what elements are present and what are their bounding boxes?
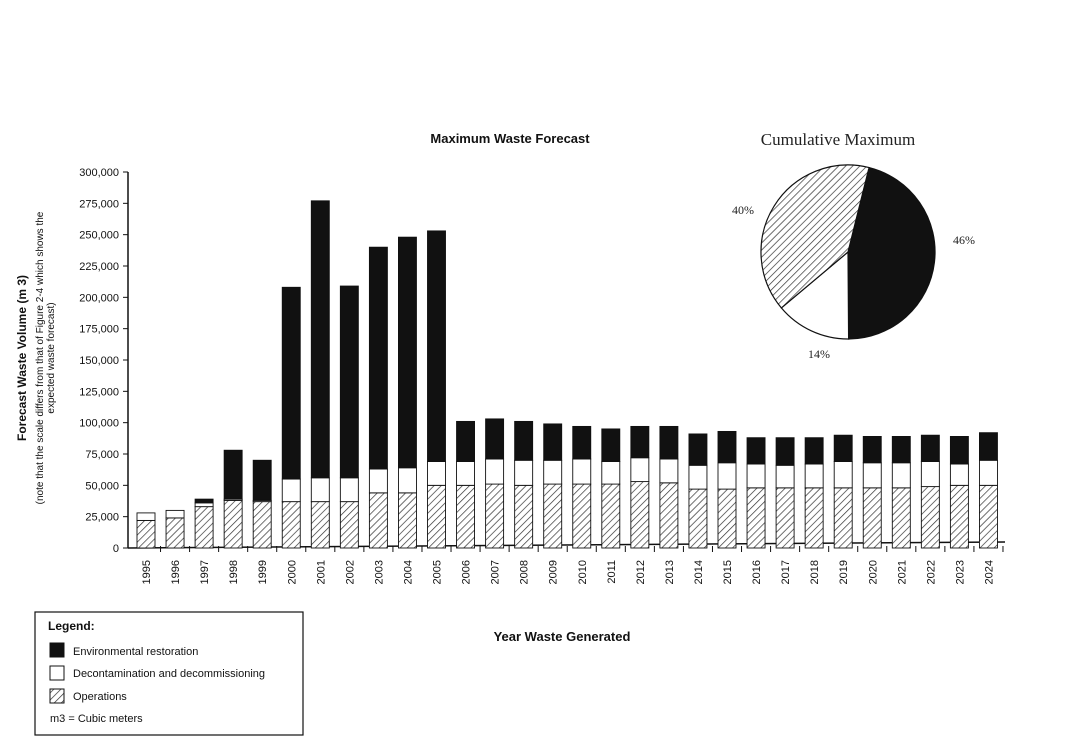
bar-segment-white-2012 <box>631 458 649 482</box>
bar-segment-black-2004 <box>398 237 416 468</box>
x-tick-label-2012: 2012 <box>634 560 647 585</box>
y-tick-label: 75,000 <box>85 449 119 461</box>
y-tick-label: 225,000 <box>79 261 119 273</box>
bar-segment-black-2014 <box>689 434 707 465</box>
bar-segment-black-2002 <box>340 286 358 478</box>
bar-segment-hatch-2012 <box>631 482 649 548</box>
bar-segment-black-2022 <box>921 435 939 461</box>
bar-chart-title: Maximum Waste Forecast <box>430 131 590 146</box>
bar-segment-hatch-2019 <box>834 488 852 548</box>
legend-label-environmental: Environmental restoration <box>73 646 199 658</box>
bar-segment-hatch-2023 <box>950 485 968 548</box>
bar-segment-black-2001 <box>311 201 329 478</box>
x-tick-label-2001: 2001 <box>315 560 328 585</box>
x-tick-label-2014: 2014 <box>692 560 705 585</box>
bar-segment-white-1995 <box>137 513 155 521</box>
bar-segment-white-2013 <box>660 459 678 483</box>
pie-chart <box>761 165 935 339</box>
bar-segment-black-2013 <box>660 426 678 459</box>
x-tick-label-2015: 2015 <box>722 560 734 585</box>
x-tick-label-1997: 1997 <box>199 560 212 585</box>
bar-segment-black-2019 <box>834 435 852 461</box>
bar-segment-white-2023 <box>950 464 968 485</box>
bar-segment-hatch-2018 <box>805 488 823 548</box>
bar-segment-black-2020 <box>863 436 881 462</box>
bar-segment-black-2021 <box>892 436 910 462</box>
bar-segment-white-2022 <box>921 462 939 487</box>
bar-segment-hatch-2024 <box>979 485 997 548</box>
bar-segment-white-2011 <box>602 462 620 485</box>
x-tick-label-2002: 2002 <box>344 560 357 585</box>
bar-segment-hatch-2003 <box>369 493 387 548</box>
bar-segment-black-1998 <box>224 450 242 499</box>
legend-label-operations: Operations <box>73 691 127 703</box>
bar-segment-hatch-2004 <box>398 493 416 548</box>
bar-segment-hatch-2000 <box>282 502 300 548</box>
legend-label-decontamination: Decontamination and decommissioning <box>73 668 265 680</box>
x-tick-label-2024: 2024 <box>983 560 996 585</box>
legend-swatch-environmental <box>50 643 64 657</box>
x-tick-label-2003: 2003 <box>373 560 386 585</box>
x-tick-label-2022: 2022 <box>925 560 938 585</box>
bar-segment-black-2016 <box>747 438 765 464</box>
bar-segment-hatch-2005 <box>428 485 446 548</box>
y-tick-label: 250,000 <box>79 229 119 242</box>
bar-segment-hatch-1995 <box>137 520 155 548</box>
x-tick-label-2020: 2020 <box>867 560 880 585</box>
bar-segment-black-2005 <box>428 231 446 462</box>
y-tick-label: 150,000 <box>79 355 119 367</box>
x-tick-label-2018: 2018 <box>809 560 822 585</box>
bar-segment-white-2015 <box>718 463 736 489</box>
bar-segment-black-1999 <box>253 460 271 500</box>
bar-segment-white-2016 <box>747 464 765 488</box>
bar-segment-hatch-2011 <box>602 484 620 548</box>
x-tick-label-2017: 2017 <box>780 560 793 585</box>
bar-segment-white-2020 <box>863 463 881 488</box>
x-tick-label-1995: 1995 <box>141 560 153 585</box>
bar-segment-black-2011 <box>602 429 620 462</box>
bar-segment-black-2015 <box>718 431 736 462</box>
bar-segment-black-2009 <box>544 424 562 460</box>
bar-segment-white-2002 <box>340 478 358 502</box>
legend-title: Legend: <box>48 619 95 633</box>
x-tick-label-2011: 2011 <box>605 560 618 584</box>
bar-segment-hatch-1998 <box>224 500 242 548</box>
pie-chart-title: Cumulative Maximum <box>760 130 916 149</box>
bar-segment-white-2000 <box>282 479 300 502</box>
bar-segment-hatch-1996 <box>166 518 184 548</box>
legend-swatch-decontamination <box>50 666 64 680</box>
bar-segment-white-1996 <box>166 510 184 518</box>
y-ticks <box>79 167 128 555</box>
bar-segment-hatch-1999 <box>253 502 271 548</box>
bar-segment-white-2017 <box>776 465 794 488</box>
bar-segment-black-2010 <box>573 426 591 459</box>
y-tick-label: 125,000 <box>79 386 119 399</box>
y-axis-label: Forecast Waste Volume (m 3) <box>15 274 29 442</box>
x-tick-label-2021: 2021 <box>896 560 909 585</box>
bar-segment-white-2019 <box>834 462 852 488</box>
bar-segment-hatch-2009 <box>544 484 562 548</box>
bar-segment-white-2024 <box>979 460 997 485</box>
pie-label-environmental: 46% <box>953 233 975 247</box>
bar-segment-hatch-2010 <box>573 484 591 548</box>
legend-swatch-operations <box>50 689 64 703</box>
y-tick-label: 300,000 <box>79 167 119 179</box>
bar-segment-black-2000 <box>282 287 300 479</box>
bar-segment-hatch-2017 <box>776 488 794 548</box>
bar-segment-white-2001 <box>311 478 329 502</box>
bar-segment-black-2018 <box>805 438 823 464</box>
x-tick-label-2010: 2010 <box>576 560 589 585</box>
x-tick-label-2013: 2013 <box>663 560 676 585</box>
bar-segment-black-2003 <box>369 247 387 469</box>
bar-segment-black-2007 <box>486 419 504 459</box>
y-tick-label: 200,000 <box>79 292 119 305</box>
bar-segment-hatch-2014 <box>689 489 707 548</box>
x-tick-label-2006: 2006 <box>460 560 473 585</box>
y-tick-label: 50,000 <box>85 480 119 493</box>
y-tick-label: 25,000 <box>85 511 119 524</box>
x-tick-label-1998: 1998 <box>228 560 241 585</box>
bar-segment-white-2006 <box>457 462 475 486</box>
bar-segment-white-2004 <box>398 468 416 493</box>
bar-segment-white-2021 <box>892 463 910 488</box>
bar-segment-white-2005 <box>428 462 446 486</box>
x-tick-label-2023: 2023 <box>954 560 967 585</box>
bar-segment-white-2008 <box>515 460 533 485</box>
bar-segment-hatch-2002 <box>340 502 358 548</box>
x-tick-label-2019: 2019 <box>838 560 851 585</box>
bar-segment-hatch-2016 <box>747 488 765 548</box>
x-tick-label-2007: 2007 <box>489 560 502 585</box>
y-tick-label: 100,000 <box>79 417 119 430</box>
bar-segment-hatch-2008 <box>515 485 533 548</box>
bar-segment-black-2008 <box>515 421 533 460</box>
bar-segment-black-2006 <box>457 421 475 461</box>
y-axis-note-2: expected waste forecast) <box>46 302 57 414</box>
y-tick-label: 175,000 <box>79 323 119 336</box>
bar-segment-hatch-2006 <box>457 485 475 548</box>
bar-segment-white-2014 <box>689 465 707 489</box>
pie-label-operations: 40% <box>732 203 754 217</box>
bar-segment-white-2007 <box>486 459 504 484</box>
x-tick-label-2016: 2016 <box>751 560 764 585</box>
x-tick-label-2004: 2004 <box>402 560 415 585</box>
bar-segment-black-1997 <box>195 499 213 503</box>
bar-segment-hatch-2007 <box>486 484 504 548</box>
bar-segment-white-2018 <box>805 464 823 488</box>
bar-segment-hatch-1997 <box>195 507 213 548</box>
bar-segment-hatch-2013 <box>660 483 678 548</box>
bar-segment-hatch-2021 <box>892 488 910 548</box>
legend <box>35 612 303 735</box>
bar-segment-white-1997 <box>195 503 213 507</box>
x-tick-label-1996: 1996 <box>170 560 183 585</box>
legend-units-note: m3 = Cubic meters <box>50 713 143 725</box>
y-tick-label: 275,000 <box>79 198 119 211</box>
pie-label-decontamination: 14% <box>808 347 830 361</box>
x-tick-labels <box>141 546 1003 584</box>
x-tick-label-1999: 1999 <box>257 560 270 585</box>
bar-segment-hatch-2022 <box>921 487 939 548</box>
y-tick-label: 0 <box>112 543 119 555</box>
bar-segment-white-2009 <box>544 460 562 484</box>
bar-segment-black-2012 <box>631 426 649 457</box>
x-tick-label-2008: 2008 <box>518 560 531 585</box>
bar-segment-hatch-2001 <box>311 502 329 548</box>
x-axis-label: Year Waste Generated <box>493 629 631 644</box>
bar-segment-black-2024 <box>979 433 997 461</box>
x-tick-label-2005: 2005 <box>431 560 444 585</box>
bar-segment-white-2010 <box>573 459 591 484</box>
bar-segment-hatch-2020 <box>863 488 881 548</box>
x-tick-label-2000: 2000 <box>286 560 299 585</box>
x-tick-label-2009: 2009 <box>547 560 560 585</box>
bar-segment-white-2003 <box>369 469 387 493</box>
bar-segment-hatch-2015 <box>718 489 736 548</box>
y-axis-note-1: (note that the scale differs from that of Figure 2-4 which shows the <box>35 211 46 505</box>
bar-segment-black-2017 <box>776 438 794 466</box>
bar-segment-black-2023 <box>950 436 968 464</box>
